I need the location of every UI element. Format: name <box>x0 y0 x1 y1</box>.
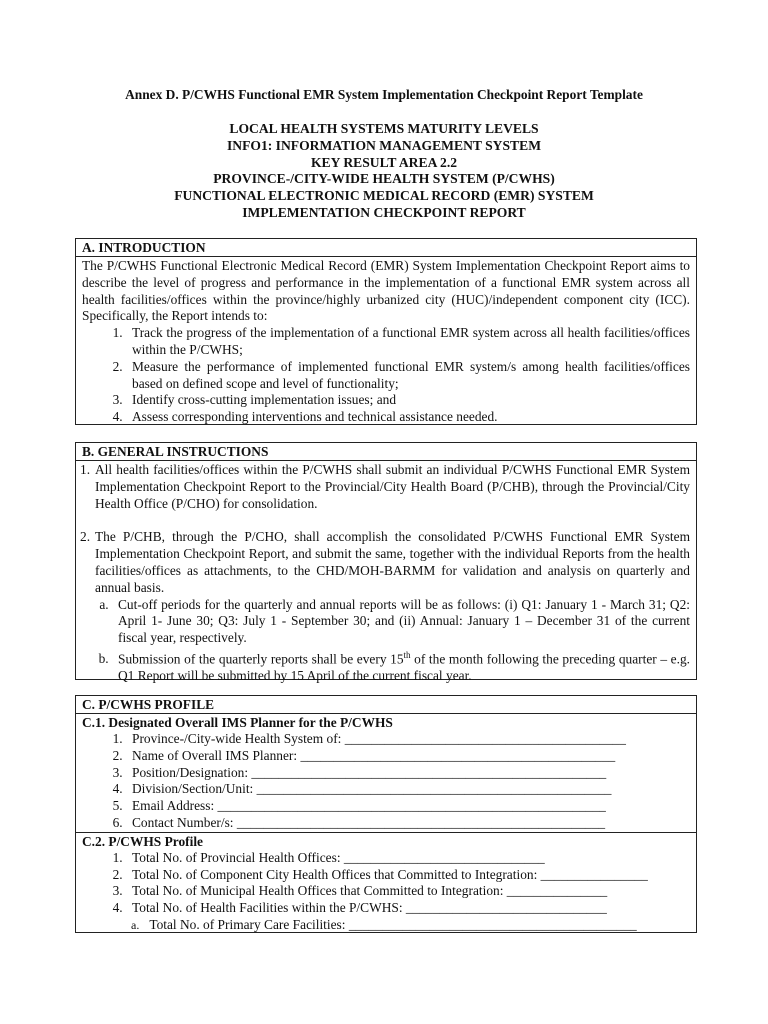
list-item: a. Cut-off periods for the quarterly and annual reports will be as follows: (i) Q1: January 1 - March 31; Q2: April 1- June 30; Q3: July 1 - September 30; and (ii) Annual: January 1 – December 31 of the current fiscal year, respectively. <box>112 597 690 647</box>
c2-field-list <box>82 850 690 917</box>
general-instructions-section <box>75 442 697 684</box>
c1-heading: C.1. Designated Overall IMS Planner for the P/CWHS <box>82 715 393 730</box>
list-item <box>112 647 690 685</box>
sub-b-text-end: of the month following the preceding quarter – e.g. Q1 Report will be submitted by 15 April of the current fiscal year. <box>118 651 690 684</box>
profile-heading: C. P/CWHS PROFILE <box>76 696 696 714</box>
report-title-line: IMPLEMENTATION CHECKPOINT REPORT <box>242 204 526 220</box>
report-title-line: INFO1: INFORMATION MANAGEMENT SYSTEM <box>226 137 542 153</box>
general-instructions-heading: B. GENERAL INSTRUCTIONS <box>76 443 696 461</box>
instruction-text: All health facilities/offices within the P/CWHS shall submit an individual P/CWHS Functional EMR System Implementation Checkpoint Report to the Provincial/City Health Board (P/CHB), through the Provincial/City Health Office (P/CHO) for consolidation. <box>95 462 690 511</box>
provincial-health-offices-field[interactable]: 1. Total No. of Provincial Health Offices: ______________________________ <box>126 850 690 867</box>
introduction-objectives-list <box>82 325 690 426</box>
contact-number-field[interactable]: 6. Contact Number/s: _______________________________________________________ <box>126 815 690 832</box>
profile-section <box>75 695 697 933</box>
position-designation-field[interactable]: 3. Position/Designation: _____________________________________________________ <box>126 765 690 782</box>
introduction-paragraph: The P/CWHS Functional Electronic Medical Record (EMR) System Implementation Checkpoint Report aims to describe the level of progress and performance in the implementation of a functional EMR system across all health facilities/offices within the province/highly urbanized city (HUC)/independent component city (ICC). Specifically, the Report intends to: <box>82 258 690 324</box>
instruction-item <box>80 529 690 596</box>
sub-item-text: Total No. of Primary Care Facilities: ___________________________________________ <box>149 916 637 932</box>
ims-planner-name-field[interactable]: 2. Name of Overall IMS Planner: _______________________________________________ <box>126 748 690 765</box>
c1-field-list <box>82 731 690 832</box>
report-title-line: PROVINCE-/CITY-WIDE HEALTH SYSTEM (P/CWHS) <box>213 171 555 187</box>
c2-heading: C.2. P/CWHS Profile <box>82 833 203 849</box>
email-address-field[interactable]: 5. Email Address: __________________________________________________________ <box>126 798 690 815</box>
sub-b-text-start: Submission of the quarterly reports shall be every 15 <box>118 651 404 667</box>
sub-item-label: a. <box>131 917 140 932</box>
instruction-number: 1. <box>80 462 91 477</box>
ordinal-suffix: th <box>403 649 411 660</box>
list-item: 1. Track the progress of the implementation of a functional EMR system across all health facilities/offices within the P/CWHS; <box>126 325 690 359</box>
report-title-line: FUNCTIONAL ELECTRONIC MEDICAL RECORD (EMR) SYSTEM <box>174 188 594 204</box>
city-health-offices-field[interactable]: 2. Total No. of Component City Health Offices that Committed to Integration: ________________ <box>126 867 690 884</box>
c2-subsection <box>76 832 696 934</box>
report-title-line: LOCAL HEALTH SYSTEMS MATURITY LEVELS <box>229 121 539 136</box>
list-item: 4. Assess corresponding interventions and technical assistance needed. <box>126 409 690 426</box>
list-item: 3. Identify cross-cutting implementation issues; and <box>126 392 690 409</box>
province-city-field[interactable]: 1. Province-/City-wide Health System of: __________________________________________ <box>126 731 690 748</box>
health-facilities-field[interactable]: 4. Total No. of Health Facilities within the P/CWHS: ______________________________ <box>126 900 690 917</box>
instruction-sub-list <box>80 597 690 685</box>
instruction-item <box>80 462 690 512</box>
primary-care-facilities-field[interactable] <box>82 917 690 934</box>
list-item: 2. Measure the performance of implemented functional EMR system/s among health facilities/offices based on defined scope and level of functionality; <box>126 359 690 393</box>
introduction-section <box>75 238 697 425</box>
report-title-line: KEY RESULT AREA 2.2 <box>310 154 458 170</box>
instruction-text: The P/CHB, through the P/CHO, shall accomplish the consolidated P/CWHS Functional EMR System Implementation Checkpoint Report, and submit the same, together with the individual Reports from the health facilities/offices as attachments, to the CHD/MOH-BARMM for validation and analysis on quarterly and annual basis. <box>95 529 690 595</box>
division-section-unit-field[interactable]: 4. Division/Section/Unit: _____________________________________________________ <box>126 781 690 798</box>
annex-title: Annex D. P/CWHS Functional EMR System Implementation Checkpoint Report Template <box>125 87 643 102</box>
introduction-heading: A. INTRODUCTION <box>76 239 696 257</box>
municipal-health-offices-field[interactable]: 3. Total No. of Municipal Health Offices that Committed to Integration: _______________ <box>126 883 690 900</box>
instruction-number: 2. <box>80 529 91 545</box>
report-title-block <box>0 121 768 222</box>
